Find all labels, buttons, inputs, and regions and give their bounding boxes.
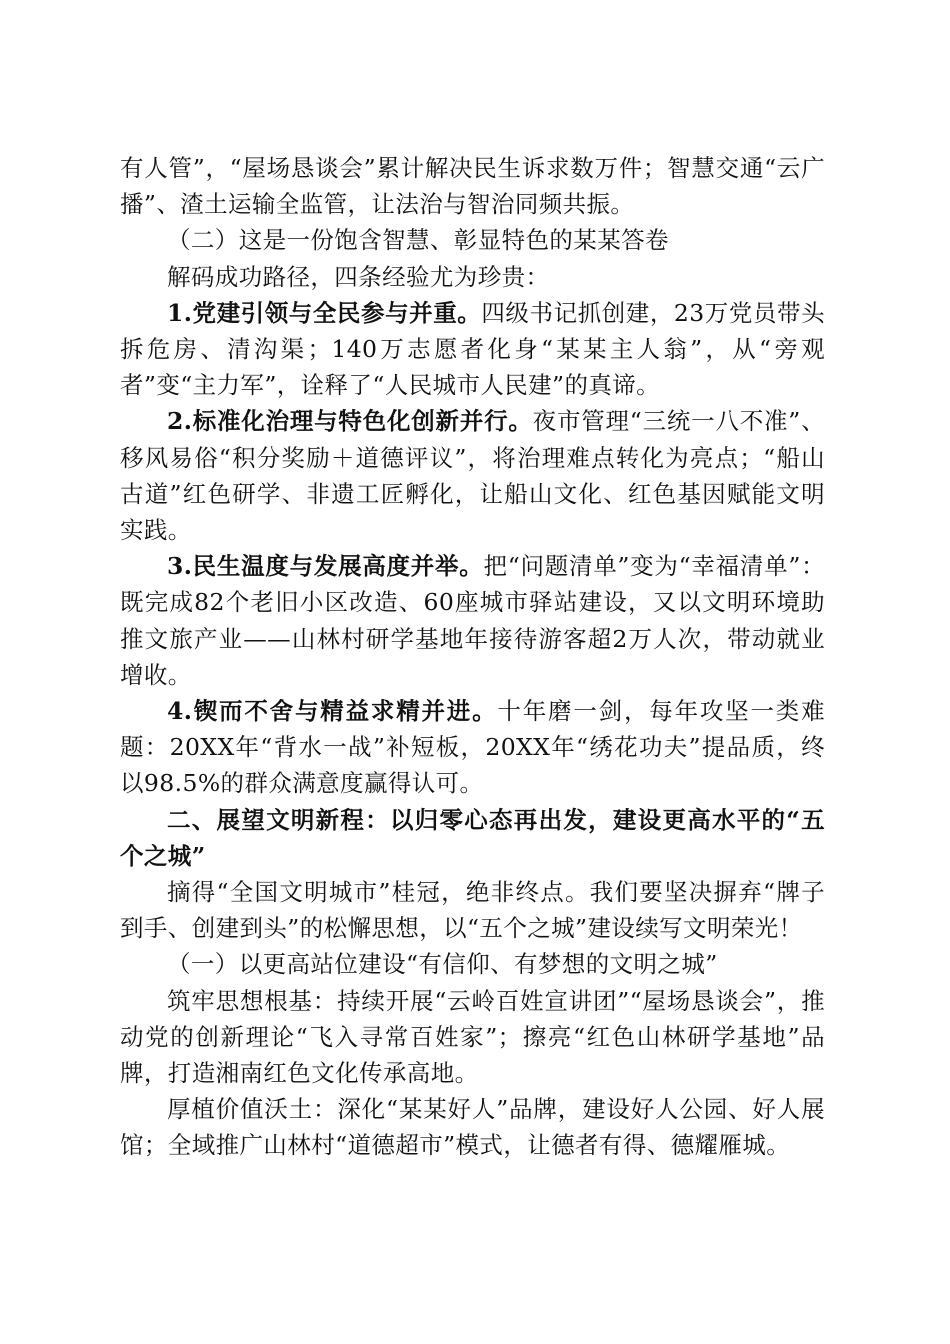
- experience-item-4: [120, 693, 825, 802]
- paragraph-text: （二）这是一份饱含智慧、彰显特色的某某答卷: [167, 226, 669, 255]
- paragraph-text: 十年磨一剑，每年攻坚一类难题：20XX年“背水一战”补短板，20XX年“绣花功夫”提品质，终以98.5%的群众满意度赢得认可。: [120, 697, 825, 798]
- paragraph-body: [120, 874, 825, 946]
- paragraph-text: 解码成功路径，四条经验尤为珍贵：: [167, 262, 550, 291]
- item-lead: 3.民生温度与发展高度并举。: [167, 552, 484, 581]
- paragraph-text: 摘得“全国文明城市”桂冠，绝非终点。我们要坚决摒弃“牌子到手、创建到头”的松懈思想，以“五个之城”建设续写文明荣光！: [120, 878, 825, 943]
- subsection-heading-2: [120, 222, 825, 258]
- item-lead: 4.锲而不舍与精益求精并进。: [167, 697, 498, 726]
- paragraph-text: 把“问题清单”变为“幸福清单”：既完成82个老旧小区改造、60座城市驿站建设，又以文明环境助推文旅产业——山林村研学基地年接待游客超2万人次，带动就业增收。: [120, 552, 825, 689]
- paragraph-body: [120, 983, 825, 1092]
- item-lead: 2.标准化治理与特色化创新并行。: [167, 407, 533, 436]
- document-body: [120, 150, 825, 1164]
- paragraph-continuation: [120, 150, 825, 222]
- paragraph-intro: [120, 259, 825, 295]
- heading-text: 二、展望文明新程：以归零心态再出发，建设更高水平的“五个之城”: [120, 805, 825, 870]
- paragraph-text: 夜市管理“三统一八不准”、移风易俗“积分奖励＋道德评议”，将治理难点转化为亮点；“船山古道”红色研学、非遗工匠孵化，让船山文化、红色基因赋能文明实践。: [120, 407, 825, 545]
- paragraph-text: （一）以更高站位建设“有信仰、有梦想的文明之城”: [167, 950, 718, 979]
- paragraph-body: [120, 1091, 825, 1163]
- paragraph-text: 有人管”，“屋场恳谈会”累计解决民生诉求数万件；智慧交通“云广播”、渣土运输全监管，让法治与智治同频共振。: [120, 154, 825, 219]
- experience-item-1: [120, 295, 825, 404]
- paragraph-text: 厚植价值沃土：深化“某某好人”品牌，建设好人公园、好人展馆；全域推广山林村“道德超市”模式，让德者有得、德耀雁城。: [120, 1095, 825, 1160]
- item-lead: 1.党建引领与全民参与并重。: [167, 298, 482, 327]
- section-heading: [120, 802, 825, 874]
- experience-item-3: [120, 548, 825, 693]
- subsection-heading-1: [120, 946, 825, 982]
- experience-item-2: [120, 403, 825, 548]
- paragraph-text: 筑牢思想根基：持续开展“云岭百姓宣讲团”“屋场恳谈会”，推动党的创新理论“飞入寻常百姓家”；擦亮“红色山林研学基地”品牌，打造湘南红色文化传承高地。: [120, 986, 825, 1088]
- paragraph-text: 四级书记抓创建，23万党员带头拆危房、清沟渠；140万志愿者化身“某某主人翁”，从“旁观者”变“主力军”，诠释了“人民城市人民建”的真谛。: [120, 298, 825, 400]
